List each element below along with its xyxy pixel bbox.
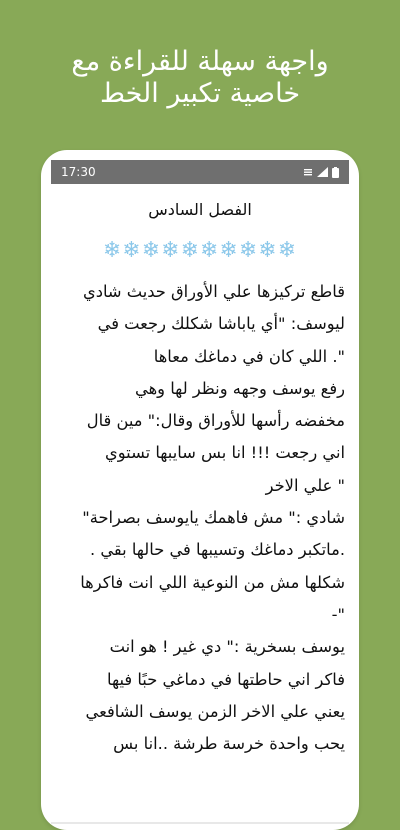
text-line: يوسف بسخرية :" دي غير ! هو انت <box>109 637 345 657</box>
text-line: ليوسف: "أي ياباشا شكلك رجعت في <box>97 314 345 334</box>
status-bar <box>51 160 349 184</box>
snowflake-divider: ❄❄❄❄❄❄❄❄❄❄ <box>102 238 298 263</box>
text-line: "- <box>331 604 345 624</box>
text-line: مخفضه رأسها للأوراق وقال:" مين قال <box>86 411 345 431</box>
status-time: 17:30 <box>61 165 96 179</box>
text-line: شكلها مش من النوعية اللي انت فاكرها <box>80 572 345 592</box>
promo-headline <box>0 46 400 110</box>
text-line: رفع يوسف وجهه ونظر لها وهي <box>135 378 345 398</box>
promo-line-1: واجهة سهلة للقراءة مع <box>71 46 329 77</box>
chapter-body[interactable] <box>51 276 349 760</box>
text-line: يعني علي الاخر الزمن يوسف الشافعي <box>85 701 345 721</box>
status-icons <box>303 167 339 178</box>
chapter-title: الفصل السادس <box>148 200 252 219</box>
battery-icon <box>332 167 339 178</box>
promo-line-2: خاصية تكبير الخط <box>99 78 301 109</box>
text-line: فاكر اني حاطتها في دماغي حبًا فيها <box>107 669 345 689</box>
vibrate-icon <box>303 167 313 177</box>
text-line: .ماتكبر دماغك وتسيبها في حالها بقي . <box>89 540 345 560</box>
scroll-edge <box>51 822 349 824</box>
text-line: ". اللي كان في دماغك معاها <box>153 346 345 366</box>
text-line: " علي الاخر <box>265 475 345 495</box>
signal-icon <box>317 167 328 177</box>
text-line: يحب واحدة خرسة طرشة ..انا بس <box>113 734 345 754</box>
text-line: شادي :" مش فاهمك يايوسف بصراحة" <box>82 508 345 528</box>
phone-frame <box>41 150 359 830</box>
text-line: اني رجعت !!! انا بس سايبها تستوي <box>105 443 345 463</box>
reader-screen <box>51 160 349 800</box>
text-line: قاطع تركيزها علي الأوراق حديث شادي <box>82 282 345 301</box>
